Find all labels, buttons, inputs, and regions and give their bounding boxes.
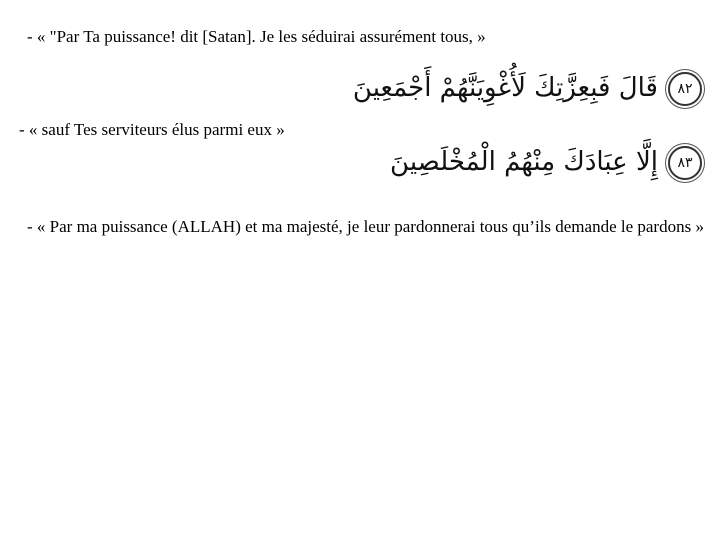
verse-number-marker-83: ٨٣ [668, 146, 702, 180]
verse-text-82: قَالَ فَبِعِزَّتِكَ لَأُغْوِيَنَّهُمْ أَجْمَعِينَ [352, 73, 658, 103]
quran-verse-83 [390, 144, 702, 180]
translation-line-3: - « Par ma puissance (ALLAH) et ma majesté, je leur pardonnerai tous qu’ils demande le pardons » [27, 217, 704, 236]
verse-text-83: إِلَّا عِبَادَكَ مِنْهُمُ الْمُخْلَصِينَ [390, 147, 658, 177]
translation-line-1: - « "Par Ta puissance! dit [Satan]. Je les séduirai assurément tous, » [27, 27, 486, 46]
verse-number-marker-82: ٨٢ [668, 72, 702, 106]
translation-line-2: - « sauf Tes serviteurs élus parmi eux » [19, 120, 285, 139]
quran-verse-82 [353, 70, 702, 106]
